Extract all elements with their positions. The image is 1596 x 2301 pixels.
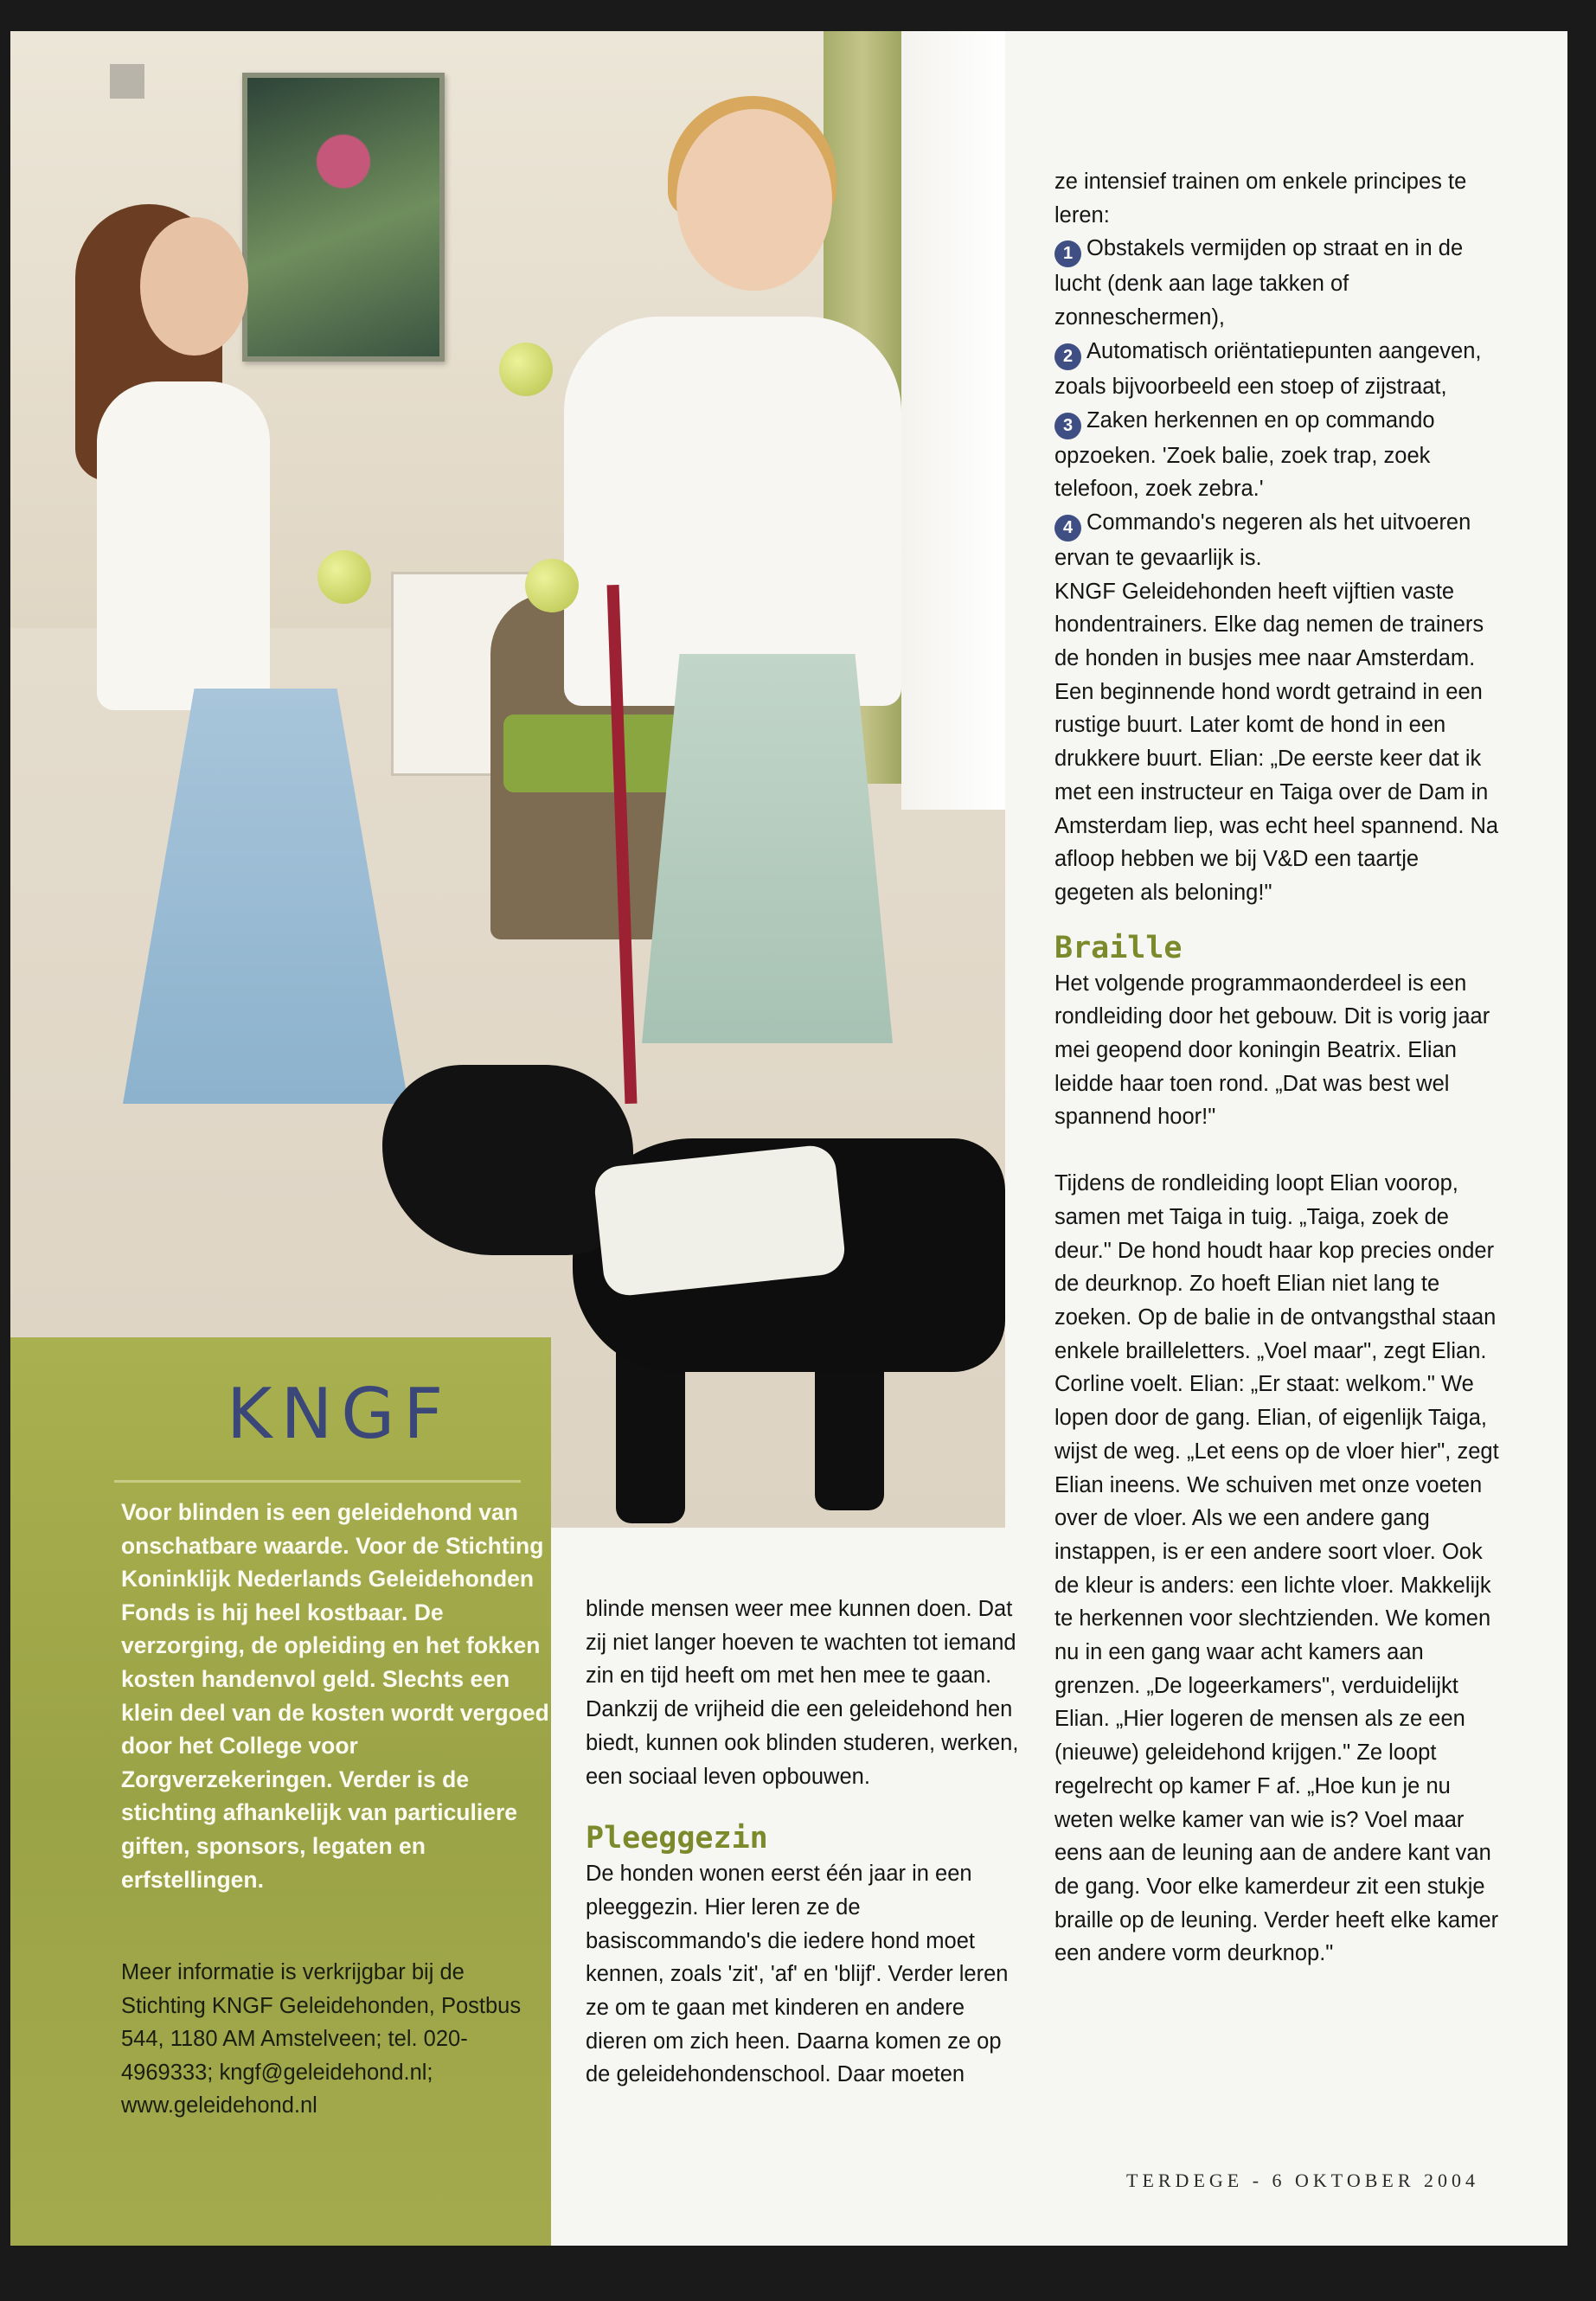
window xyxy=(901,31,1005,810)
principle-text: Zaken herkennen en op commando opzoeken. 'Zoek balie, zoek trap, zoek telefoon, zoek zebra.' xyxy=(1054,407,1435,502)
wall-switch xyxy=(110,64,144,99)
principle-text: Commando's negeren als het uitvoeren ervan te gevaarlijk is. xyxy=(1054,510,1471,570)
magazine-page xyxy=(10,31,1567,2246)
woman-head xyxy=(676,109,832,291)
number-badge: 2 xyxy=(1054,343,1081,370)
paragraph: KNGF Geleidehonden heeft vijftien vaste hondentrainers. Elke dag nemen de trainers de honden in busjes mee naar Amsterdam. Een beginnende hond wordt getraind in een rustige buurt. Later komt de hond in een drukkere buurt. Elian: „De eerste keer dat ik met een instructeur en Taiga over de Dam in Amsterdam liep, was echt heel spannend. Na afloop hebben we bij V&D een taartje gegeten als beloning!" xyxy=(1054,579,1499,905)
tennis-ball xyxy=(525,559,579,612)
tennis-ball xyxy=(317,550,371,604)
chair-cushion xyxy=(503,715,685,792)
paragraph: De honden wonen eerst één jaar in een pleeggezin. Hier leren ze de basiscommando's die iedere hond moet kennen, zoals 'zit', 'af' en 'blijf'. Verder leren ze om te gaan met kinderen en andere dieren om zich heen. Daarna komen ze op de geleidehondenschool. Daar moeten xyxy=(586,1862,1009,2087)
kngf-lead-text: Voor blinden is een geleidehond van onschatbare waarde. Voor de Stichting Koninklijk Nederlands Geleidehonden Fonds is hij heel kostbaar. De verzorging, de opleiding en het fokken kosten handenvol geld. Slechts een klein deel van de kosten wordt vergoed door het College voor Zorgverzekeringen. Verder is de stichting afhankelijk van particuliere giften, sponsors, legaten en erfstellingen. xyxy=(121,1499,549,1893)
paragraph: Tijdens de rondleiding loopt Elian voorop, samen met Taiga in tuig. „Taiga, zoek de deur." De hond houdt haar kop precies onder de deurknop. Zo hoeft Elian niet lang te zoeken. Op de balie in de ontvangsthal staan enkele brailleletters. „Voel maar", zegt Elian. Corline voelt. Elian: „Er staat: welkom." We lopen door de gang. Elian, of eigenlijk Taiga, wijst de weg. „Let eens op de vloer hier", zegt Elian ineens. We schuiven met onze voeten over de vloer. Als we een andere gang instappen, is er een andere soort vloer. Ook de kleur is anders: een lichte vloer. Makkelijk te herkennen voor slechtzienden. We komen nu in een gang waar acht kamers aan grenzen. „De logeerkamers", verduidelijkt Elian. „Hier logeren de mensen als ze een (nieuwe) geleidehond krijgen." Ze loopt regelrecht op kamer F af. „Hoe kun je nu weten welke kamer van wie is? Voel maar eens aan de leuning aan de andere kant van de gang. Voor elke kamerdeur zit een stukje braille op de leuning. Verder heeft elke kamer een andere vorm deurknop." xyxy=(1054,1171,1499,1966)
kngf-contact-info: Meer informatie is verkrijgbar bij de Stichting KNGF Geleidehonden, Postbus 544, 1180 AM Amstelveen; tel. 020-4969333; kngf@geleidehond.nl; www.geleidehond.nl xyxy=(121,1960,522,2118)
number-badge: 1 xyxy=(1054,240,1081,267)
page-footer: TERDEGE - 6 OKTOBER 2004 xyxy=(1126,2170,1480,2191)
section-heading-braille: Braille xyxy=(1054,930,1183,965)
wall-painting xyxy=(242,73,445,362)
principle-item xyxy=(1054,506,1504,575)
section-heading-pleeggezin: Pleeggezin xyxy=(586,1821,768,1856)
kngf-title: KNGF xyxy=(227,1374,452,1454)
paragraph: ze intensief trainen om enkele principes te leren: xyxy=(1054,170,1467,228)
principle-item xyxy=(1054,232,1504,334)
woman-green-skirt xyxy=(642,654,893,1043)
column-right xyxy=(1054,165,1504,1971)
girl-head xyxy=(140,217,248,356)
principle-item xyxy=(1054,335,1504,404)
number-badge: 3 xyxy=(1054,413,1081,439)
kngf-info-box xyxy=(10,1337,551,2246)
kngf-divider xyxy=(114,1480,521,1483)
principle-text: Automatisch oriëntatiepunten aangeven, zoals bijvoorbeeld een stoep of zijstraat, xyxy=(1054,338,1482,399)
tennis-ball xyxy=(499,343,553,396)
principle-text: Obstakels vermijden op straat en in de lucht (denk aan lage takken of zonneschermen), xyxy=(1054,236,1464,330)
principle-item xyxy=(1054,404,1504,506)
paragraph: Het volgende programmaonderdeel is een rondleiding door het gebouw. Dit is vorig jaar mei geopend door koningin Beatrix. Elian leidde haar toen rond. „Dat was best wel spannend hoor!" xyxy=(1054,971,1490,1130)
column-middle xyxy=(586,1593,1022,2092)
article-photo xyxy=(10,31,1005,1528)
dog-harness xyxy=(593,1144,847,1298)
girl-white-top xyxy=(97,381,270,710)
number-badge: 4 xyxy=(1054,515,1081,542)
guide-dog-head xyxy=(382,1065,633,1255)
paragraph: blinde mensen weer mee kunnen doen. Dat zij niet langer hoeven te wachten tot iemand zin en tijd heeft om met hen mee te gaan. Dankzij de vrijheid die een geleidehond hen biedt, kunnen ook blinden studeren, werken, een sociaal leven opbouwen. xyxy=(586,1597,1019,1789)
